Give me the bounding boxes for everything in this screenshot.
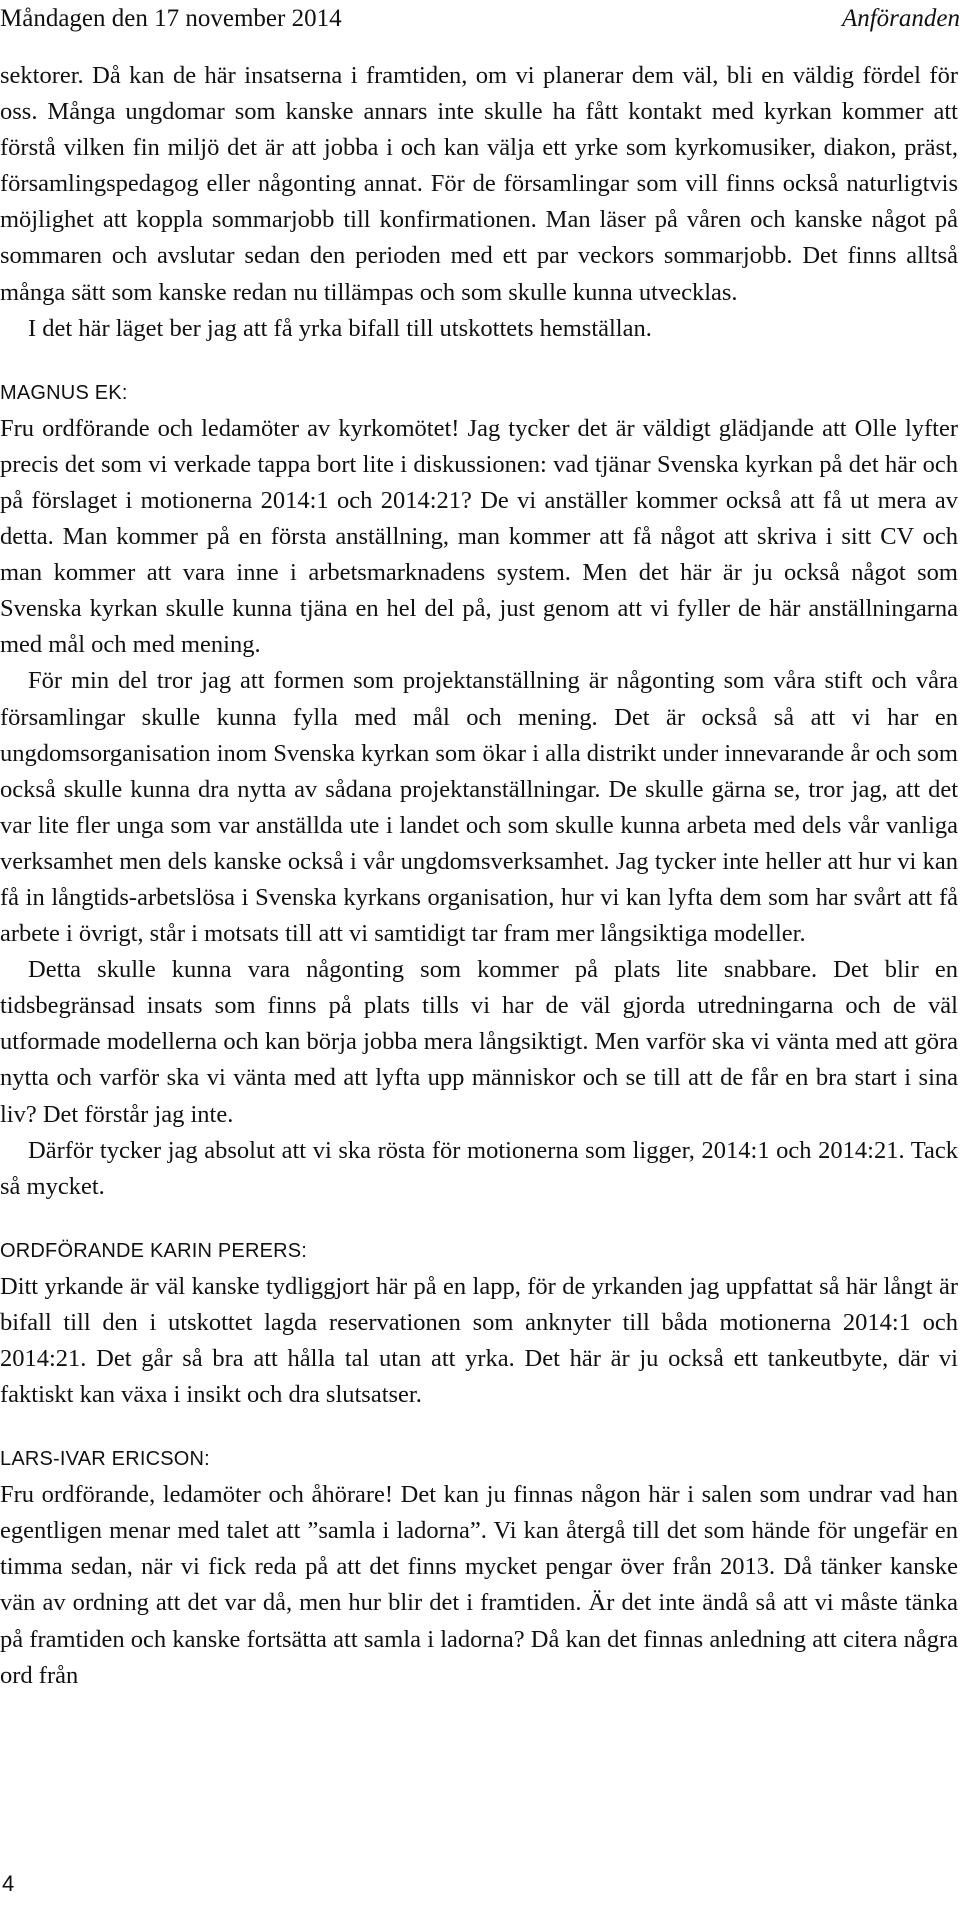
paragraph: Därför tycker jag absolut att vi ska rösta för motionerna som ligger, 2014:1 och 2014:21. Tack så mycket. [0,1136,958,1200]
header-date: Måndagen den 17 november 2014 [0,5,342,32]
speaker-name: ORDFÖRANDE KARIN PERERS: [0,1239,308,1262]
running-header [0,0,960,44]
page-number: 4 [2,1871,15,1896]
speaker-name: MAGNUS EK: [0,381,128,404]
speaker-name: LARS-IVAR ERICSON: [0,1448,210,1471]
paragraph: Ditt yrkande är väl kanske tydliggjort här på en lapp, för de yrkanden jag uppfattat så här långt är bifall till den i utskottet lagda reservationen som anknyter till båda motionerna 2014:1 och 2014:21. Det går så bra att hålla tal utan att yrka. Det här är ju också ett tankeutbyte, där vi faktiskt kan växa i insikt och dra slutsatser. [0,1272,958,1409]
header-section: Anföranden [841,5,960,32]
paragraph: Fru ordförande, ledamöter och åhörare! Det kan ju finnas någon här i salen som undrar vad han egentligen menar med talet att ”samla i ladorna”. Vi kan återgå till det som hände för ungefär en timma sedan, när vi fick reda på att det finns mycket pengar över från 2013. Då tänker kanske vän av ordning att det var då, men hur blir det i framtiden. Är det inte ändå så att vi måste tänka på framtiden och kanske fortsätta att samla i ladorna? Då kan det finnas anledning att citera några ord från [0,1481,958,1689]
paragraph: sektorer. Då kan de här insatserna i framtiden, om vi planerar dem väl, bli en väldig fördel för oss. Många ungdomar som kanske annars inte skulle ha fått kontakt med kyrkan kommer att förstå vilken fin miljö det är att jobba i och kan välja ett yrke som kyrkomusiker, diakon, präst, församlingspedagog eller någonting annat. För de församlingar som vill finns också naturligtvis möjlighet att koppla sommarjobb till konfirmationen. Man läser på våren och kanske något på sommaren och avslutar sedan den perioden med ett par veckors sommarjobb. Det finns alltså många sätt som kanske redan nu tillämpas och som skulle kunna utvecklas. [0,62,958,306]
paragraph: Fru ordförande och ledamöter av kyrkomötet! Jag tycker det är väldigt glädjande att Olle lyfter precis det som vi verkade tappa bort lite i diskussionen: vad tjänar Svenska kyrkan på det här och på förslaget i motionerna 2014:1 och 2014:21? De vi anställer kommer också att få ut mera av detta. Man kommer på en första anställning, man kommer att få något att skriva i sitt CV och man kommer att vara inne i arbetsmarknadens system. Men det här är ju också något som Svenska kyrkan skulle kunna tjäna en hel del på, just genom att vi fyller de här anställningarna med mål och med mening. [0,414,958,659]
transcript-body [0,58,958,1694]
paragraph: Detta skulle kunna vara någonting som kommer på plats lite snabbare. Det blir en tidsbegränsad insats som finns på plats tills vi har de väl gjorda utredningarna och de väl utformade modellerna och kan börja jobba mera långsiktigt. Men varför ska vi vänta med att göra nytta och varför ska vi vänta med att lyfta upp människor och se till att de får en bra start i sina liv? Det förstår jag inte. [0,956,958,1128]
paragraph: I det här läget ber jag att få yrka bifall till utskottets hemställan. [28,314,652,342]
paragraph: För min del tror jag att formen som projektanställning är någonting som våra stift och våra församlingar skulle kunna fylla med mål och mening. Det är också så att vi har en ungdomsorganisation inom Svenska kyrkan som ökar i alla distrikt under innevarande år och som också skulle kunna dra nytta av sådana projektanställningar. De skulle gärna se, tror jag, att det var lite fler unga som var anställda ute i landet och som skulle kunna arbeta med dels vår vanliga verksamhet men dels kanske också i vår ungdomsverksamhet. Jag tycker inte heller att hur vi kan få in långtids-arbetslösa i Svenska kyrkans organisation, hur vi kan lyfta dem som har svårt att få arbete i övrigt, står i motsats till att vi samtidigt tar fram mer långsiktiga modeller. [0,667,958,948]
